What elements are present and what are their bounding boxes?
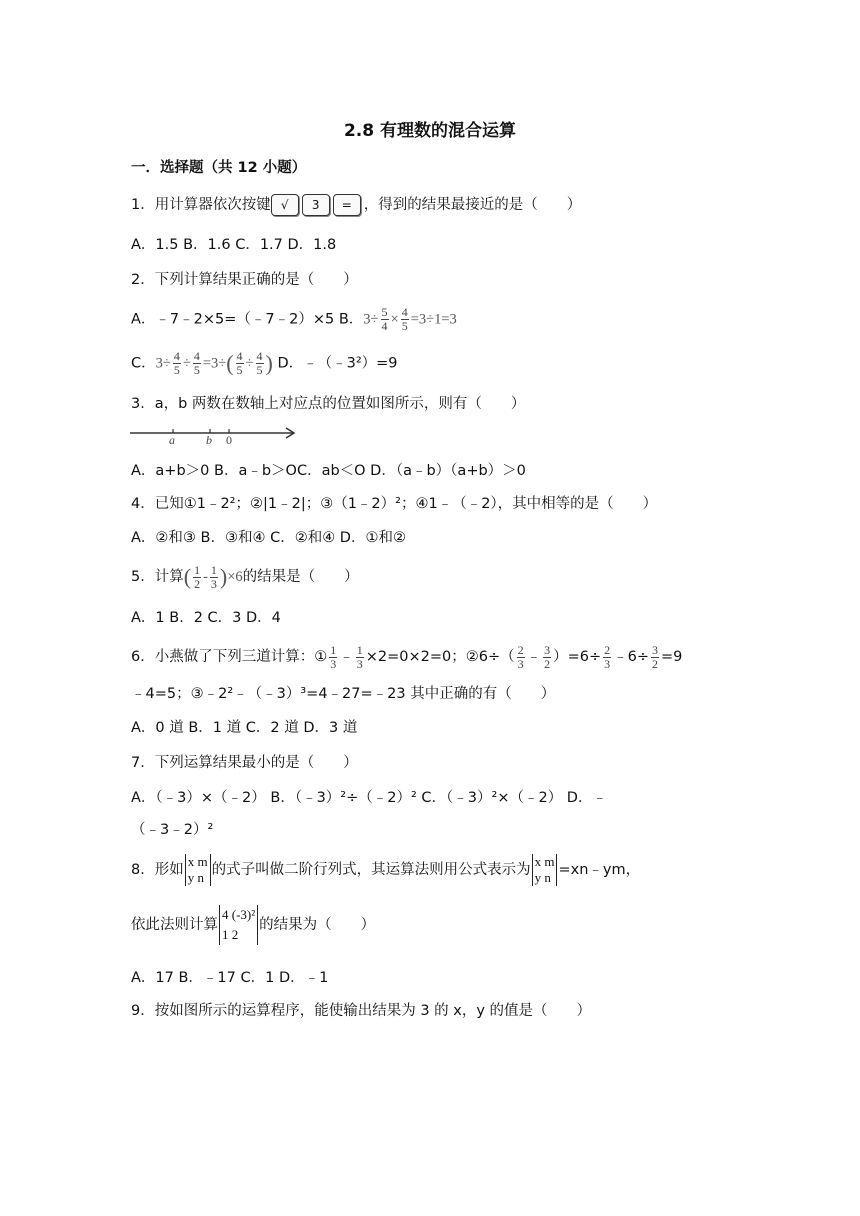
question-1 xyxy=(131,194,581,216)
times-six: ×6 xyxy=(227,569,243,585)
q5-options: A．1 B．2 C．3 D．4 xyxy=(131,610,281,626)
sqrt-key-icon: √ xyxy=(271,194,299,216)
q4-options: A．②和③ B．③和④ C．②和④ D．①和② xyxy=(131,530,406,546)
determinant: x m y n xyxy=(185,854,211,886)
axis-label-b: b xyxy=(206,433,212,446)
q6-text: ﹣ xyxy=(526,649,542,665)
q6-text: ×2=0×2=0；②6÷（ xyxy=(365,649,515,665)
question-6-line-1 xyxy=(131,643,682,671)
fraction: $\frac{1}{2}$ xyxy=(194,562,201,591)
fraction: $\frac{1}{3}$ xyxy=(210,562,217,591)
q2-b-expr-c: =3÷1=3 xyxy=(410,311,457,328)
question-6-line-2: ﹣4=5；③﹣2²﹣（﹣3）³=4﹣27=﹣23 其中正确的有（ ） xyxy=(131,686,556,702)
axis-label-zero: 0 xyxy=(226,433,232,446)
fraction: $\frac{4}{5}$ xyxy=(173,349,180,377)
q3-options: A．a+b＞0 B．a﹣b＞OC．ab＜O D．（a﹣b）（a+b）＞0 xyxy=(131,463,526,479)
fraction: $\frac{2}{3}$ xyxy=(517,642,524,671)
axis-label-a: a xyxy=(169,433,175,446)
q8-text: =xn﹣ym， xyxy=(558,862,641,878)
q6-options: A．0 道 B．1 道 C．2 道 D．3 道 xyxy=(131,720,358,736)
fraction: $\frac{4}{5}$ xyxy=(236,349,243,377)
q7-options-line-2: （﹣3﹣2）² xyxy=(131,822,214,838)
q2-c-expr-b: ÷ xyxy=(182,355,191,372)
q2-b-expr-a: 3÷ xyxy=(363,311,379,328)
fraction: $\frac{3}{2}$ xyxy=(544,642,551,671)
fraction: $\frac{3}{2}$ xyxy=(652,642,659,671)
q2-stem: 2．下列计算结果正确的是（ ） xyxy=(131,272,358,288)
q1-stem-b: ，得到的结果最接近的是（ ） xyxy=(363,197,582,213)
q8-text: 依此法则计算 xyxy=(131,917,218,933)
q2-options-ab xyxy=(131,306,457,333)
three-key-icon: 3 xyxy=(302,194,330,216)
q4-stem: 4．已知①1﹣2²；②|1﹣2|；③（1﹣2）²；④1﹣（﹣2），其中相等的是（ ） xyxy=(131,496,658,512)
q6-text: ﹣6÷ xyxy=(613,649,650,665)
q2-options-cd: C．3÷ $\frac{4}{5}$ ÷ $\frac{4}{5}$ =3÷( $\frac{4}{5}$ ÷ $\frac{4}{5}$ ) D．﹣（﹣3²）=9 xyxy=(131,349,398,377)
q8-options: A．17 B．﹣17 C．1 D．﹣1 xyxy=(131,970,329,986)
fraction: $\frac{1}{3}$ xyxy=(330,642,337,671)
q3-stem: 3．a，b 两数在数轴上对应点的位置如图所示，则有（ ） xyxy=(131,396,526,412)
q8-text: 8．形如 xyxy=(131,862,184,878)
page-title: 2.8 有理数的混合运算 xyxy=(343,121,517,141)
number-line-figure xyxy=(128,420,303,446)
fraction: $\frac{4}{5}$ xyxy=(193,349,200,377)
q2-option-c-label: C． xyxy=(131,355,156,372)
q7-options-line-1: A．（﹣3）×（﹣2） B．（﹣3）²÷（﹣2）² C．（﹣3）²×（﹣2） D．﹣ xyxy=(131,790,607,806)
q8-text: 的结果为（ ） xyxy=(259,917,376,933)
fraction: $\frac{4}{5}$ xyxy=(401,305,408,333)
q2-c-expr-c: =3÷ xyxy=(202,355,227,372)
question-5: 5．计算( $\frac{1}{2}$ - $\frac{1}{3}$ )×6的结果是（ ） xyxy=(131,562,359,591)
equals-key-icon: = xyxy=(333,194,361,216)
q1-stem-a: 1．用计算器依次按键 xyxy=(131,197,271,213)
q2-c-expr-d: ÷ xyxy=(245,355,254,372)
q6-text: ）=6÷ xyxy=(553,649,602,665)
q6-text: 6．小燕做了下列三道计算：① xyxy=(131,649,328,665)
q9-stem: 9．按如图所示的运算程序，能使输出结果为 3 的 x，y 的值是（ ） xyxy=(131,1003,592,1019)
fraction: $\frac{1}{3}$ xyxy=(356,642,363,671)
section-heading: 一．选择题（共 12 小题） xyxy=(131,160,307,176)
fraction: $\frac{2}{3}$ xyxy=(604,642,611,671)
q2-option-d: D．﹣（﹣3²）=9 xyxy=(277,355,398,372)
fraction: $\frac{4}{5}$ xyxy=(256,349,263,377)
q2-b-expr-b: × xyxy=(390,311,399,328)
q5-stem-b: 的结果是（ ） xyxy=(242,569,359,585)
q8-text: 的式子叫做二阶行列式，其运算法则用公式表示为 xyxy=(211,862,531,878)
minus-sign: - xyxy=(203,569,208,585)
question-8-line-1 xyxy=(131,852,640,888)
determinant: x m y n xyxy=(532,854,558,886)
question-8-line-2 xyxy=(131,902,375,948)
q7-stem: 7．下列运算结果最小的是（ ） xyxy=(131,755,358,771)
determinant: 4 (-3)² 1 2 xyxy=(219,905,258,945)
q1-options: A．1.5 B．1.6 C．1.7 D．1.8 xyxy=(131,237,337,253)
fraction: $\frac{5}{4}$ xyxy=(381,305,388,333)
q2-c-expr-a: 3÷ xyxy=(155,355,171,372)
q6-text: ﹣ xyxy=(339,649,354,665)
q5-stem-a: 5．计算 xyxy=(131,569,184,585)
q2-option-a: A．﹣7﹣2×5=（﹣7﹣2）×5 B． xyxy=(131,311,364,328)
q6-text: =9 xyxy=(661,649,683,665)
